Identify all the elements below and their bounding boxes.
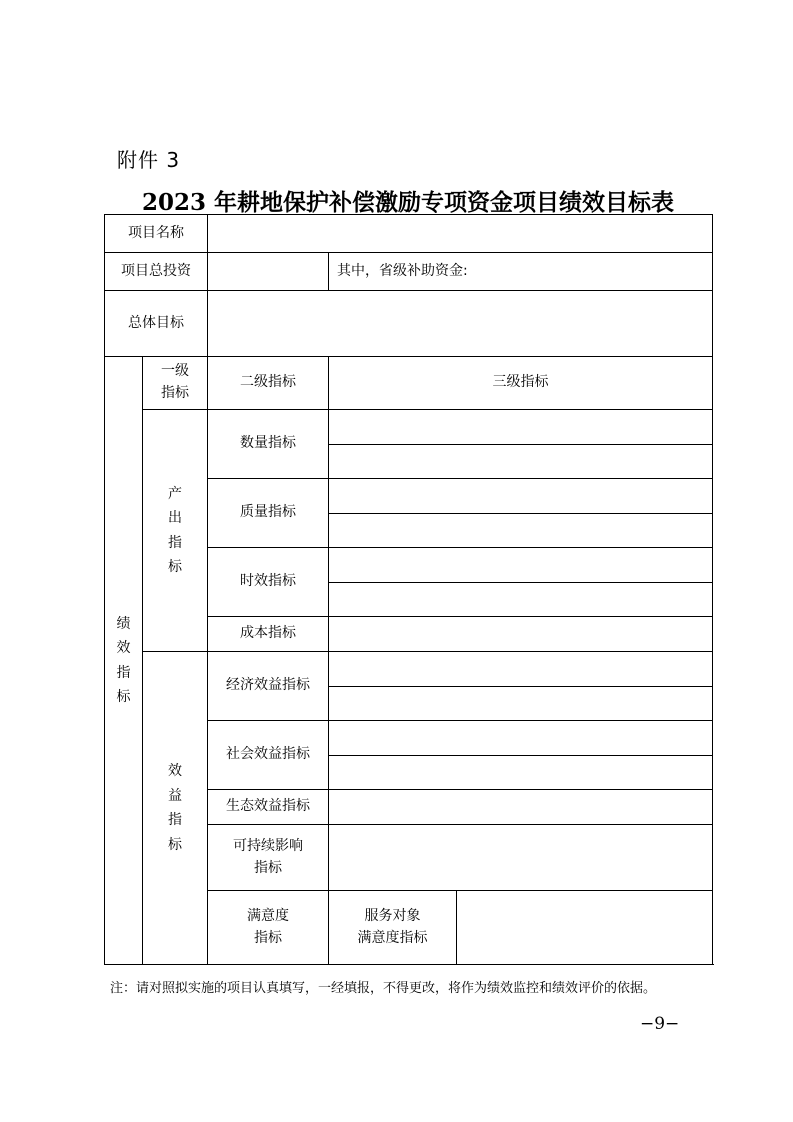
provincial-subsidy-label[interactable]: 其中，省级补助资金:	[329, 253, 713, 291]
level2-header: 二级指标	[208, 357, 329, 410]
indicator-input-cell[interactable]	[329, 583, 713, 617]
cost-indicator-label: 成本指标	[208, 617, 329, 652]
economic-benefit-label: 经济效益指标	[208, 652, 329, 721]
level3-header: 三级指标	[329, 357, 713, 410]
indicator-input-cell[interactable]	[329, 687, 713, 721]
level1-header: 一级指标	[143, 357, 208, 410]
indicator-input-cell[interactable]	[329, 721, 713, 756]
indicator-input-cell[interactable]	[329, 617, 713, 652]
table-row	[105, 357, 713, 410]
overall-goal-cell[interactable]	[208, 291, 713, 357]
footnote: 注：请对照拟实施的项目认真填写，一经填报，不得更改，将作为绩效监控和绩效评价的依据。	[110, 981, 657, 996]
page-title: 2023 年耕地保护补偿激励专项资金项目绩效目标表	[141, 189, 675, 216]
benefit-indicator-label: 效益指标	[143, 652, 208, 965]
performance-goal-table	[104, 214, 713, 965]
service-target-satisfaction-label: 服务对象 满意度指标	[329, 891, 457, 965]
indicator-input-cell[interactable]	[329, 756, 713, 790]
project-name-label: 项目名称	[105, 215, 208, 253]
quantity-indicator-label: 数量指标	[208, 410, 329, 479]
table-row	[105, 215, 713, 253]
indicator-input-cell[interactable]	[329, 790, 713, 825]
indicator-input-cell[interactable]	[329, 825, 713, 891]
attachment-label: 附件 3	[117, 148, 181, 172]
indicator-input-cell[interactable]	[329, 479, 713, 514]
overall-goal-label: 总体目标	[105, 291, 208, 357]
page-number: −9−	[640, 1014, 680, 1034]
project-name-cell[interactable]	[208, 215, 713, 253]
table-row	[105, 253, 713, 291]
indicator-input-cell[interactable]	[329, 514, 713, 548]
indicator-input-cell[interactable]	[329, 410, 713, 445]
social-benefit-label: 社会效益指标	[208, 721, 329, 790]
satisfaction-indicator-label: 满意度 指标	[208, 891, 329, 965]
performance-indicator-label: 绩效指标	[105, 357, 143, 965]
output-indicator-label: 产出指标	[143, 410, 208, 652]
indicator-input-cell[interactable]	[329, 652, 713, 687]
total-investment-label: 项目总投资	[105, 253, 208, 291]
indicator-input-cell[interactable]	[329, 548, 713, 583]
sustainable-impact-label: 可持续影响 指标	[208, 825, 329, 891]
timeliness-indicator-label: 时效指标	[208, 548, 329, 617]
table-row	[105, 291, 713, 357]
indicator-input-cell[interactable]	[329, 445, 713, 479]
table-row	[105, 652, 713, 687]
ecological-benefit-label: 生态效益指标	[208, 790, 329, 825]
indicator-input-cell[interactable]	[457, 891, 713, 965]
total-investment-cell[interactable]	[208, 253, 329, 291]
table-row	[105, 410, 713, 445]
quality-indicator-label: 质量指标	[208, 479, 329, 548]
